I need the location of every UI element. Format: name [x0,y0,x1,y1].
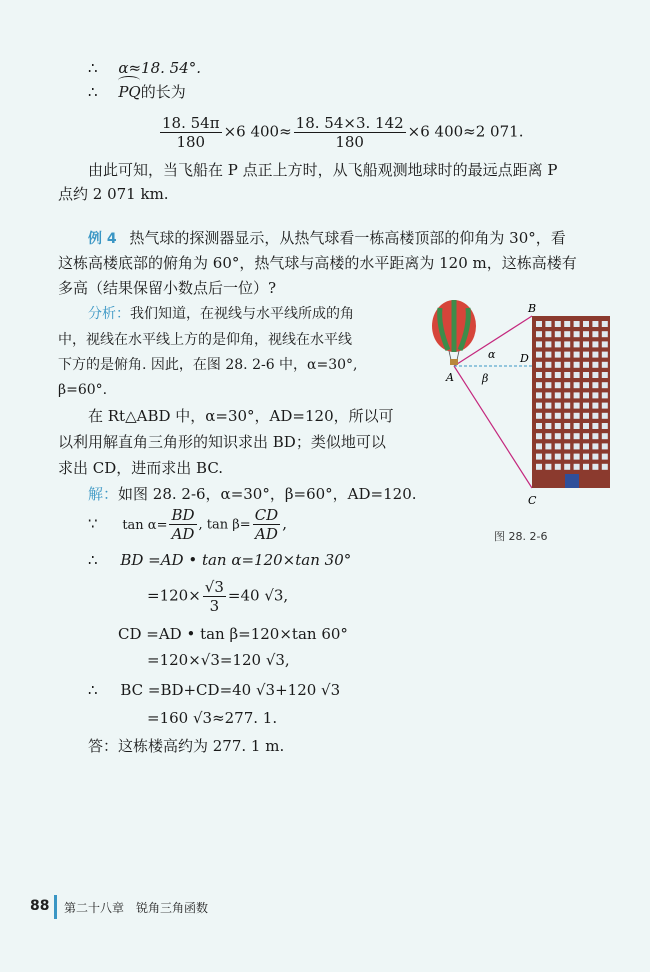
building-window [583,433,589,439]
building-window [536,423,542,429]
building-window [583,464,589,470]
building-window [602,443,608,449]
building-window [602,423,608,429]
building-window [583,341,589,347]
arc-length-formula: $\frac{18. 54\pi}{180}$ ×6 400≈ $\frac{18. 54\times 3. 142}{180}$ ×6 400≈2 071. [162,114,524,151]
building-window [592,352,598,358]
building-window [545,331,551,337]
building-window [555,392,561,398]
building-window [583,454,589,460]
building-window [592,464,598,470]
equation-line-6: =160 √3≈277. 1. [147,709,278,727]
building-window [545,454,551,460]
building-window [555,352,561,358]
building-window [583,372,589,378]
building-window [564,443,570,449]
building-window [545,464,551,470]
building-window [545,321,551,327]
equation-line-2: =120× $\frac{√3}{3}$ =40 √3, [147,578,289,615]
building-window [574,362,580,368]
building-window [574,443,580,449]
building-window [545,433,551,439]
building [532,316,610,488]
building-window [564,403,570,409]
building-window [564,321,570,327]
analysis-line-2: 中，视线在水平线上方的是仰角，视线在水平线 [58,332,352,348]
building-window [555,433,561,439]
fraction-sqrt3-3: $\frac{√3}{3}$ [204,578,224,615]
building-window [574,423,580,429]
building-window [536,403,542,409]
building-window [564,413,570,419]
building-window [602,321,608,327]
building-window [536,321,542,327]
building-window [592,433,598,439]
building-window [555,362,561,368]
label-c: C [528,494,537,507]
figure-caption: 图 28. 2-6 [494,530,548,543]
building-window [602,372,608,378]
building-window [602,413,608,419]
paragraph-line-2: 以利用解直角三角形的知识求出 BD；类似地可以 [58,433,386,451]
building-window [545,403,551,409]
label-b: B [528,302,537,315]
building-window [545,382,551,388]
building-window [555,382,561,388]
because-symbol: ∵ [88,514,98,533]
building-window [536,454,542,460]
equation-line-3: CD =AD • tan β=120×tan 60° [118,625,348,643]
building-window [592,392,598,398]
therefore-line-2 [88,82,186,102]
building-window [564,331,570,337]
building-window [564,372,570,378]
example-line-1: 例 4 热气球的探测器显示，从热气球看一栋高楼顶部的仰角为 30°，看 [88,229,566,247]
label-d: D [520,352,529,365]
arc-length-label: 的长为 [140,83,186,101]
building-window [602,352,608,358]
conclusion-line-2: 点约 2 071 km. [58,185,169,203]
building-window [602,392,608,398]
building-window [602,433,608,439]
building-window [602,464,608,470]
building-window [555,443,561,449]
building-window [555,331,561,337]
hot-air-balloon [432,300,476,365]
fraction-cd-ad: $\frac{CD}{AD}$ [254,506,279,543]
building-window [574,392,580,398]
building-window [583,352,589,358]
therefore-line-3: ∴ BD =AD • tan α=120×tan 30° [88,551,352,569]
building-window [536,331,542,337]
building-window [536,413,542,419]
building-window [564,433,570,439]
arc-pq: PQ [118,82,140,102]
example-label: 例 4 [88,231,117,247]
building-window [564,341,570,347]
building-window [536,382,542,388]
building-window [555,464,561,470]
building-window [574,331,580,337]
therefore-symbol: ∴ [88,59,98,77]
building-window [545,392,551,398]
solution-line-0: 解：如图 28. 2-6，α=30°，β=60°，AD=120. [88,485,417,503]
building-window [536,392,542,398]
building-window [592,362,598,368]
building-window [574,372,580,378]
figure-28-2-6 [418,296,618,518]
building-window [555,403,561,409]
building-window [555,454,561,460]
building-window [545,372,551,378]
building-window [592,341,598,347]
building-window [602,382,608,388]
building-window [536,464,542,470]
building-window [555,423,561,429]
building-window [555,372,561,378]
building-window [545,443,551,449]
building-window [545,362,551,368]
answer-line: 答：这栋楼高约为 277. 1 m. [88,737,285,755]
alpha-value: α≈18. 54°. [118,59,202,77]
building-window [592,321,598,327]
building-window [574,464,580,470]
building-window [564,392,570,398]
building-window [592,443,598,449]
therefore-line-1 [88,58,201,78]
building-window [583,443,589,449]
building-window [555,341,561,347]
building-window [545,341,551,347]
page-number: 88 [30,898,50,914]
analysis-line-1: 分析：我们知道，在视线与水平线所成的角 [88,306,354,322]
building-window [583,331,589,337]
building-window [574,341,580,347]
fraction-1: $\frac{18. 54\pi}{180}$ [162,114,220,151]
label-alpha: α [488,348,496,361]
building-window [564,362,570,368]
building-window [583,321,589,327]
building-window [545,352,551,358]
building-window [545,423,551,429]
building-window [592,372,598,378]
therefore-symbol: ∴ [88,83,98,101]
conclusion-line-1: 由此可知，当飞船在 P 点正上方时，从飞船观测地球时的最远点距离 P [88,161,558,179]
building-window [602,362,608,368]
building-window [602,341,608,347]
building-window [583,423,589,429]
building-window [583,392,589,398]
building-window [602,331,608,337]
building-window [602,454,608,460]
building-window [592,382,598,388]
paragraph-line-1: 在 Rt△ABD 中，α=30°，AD=120，所以可 [88,407,394,425]
sight-line-ac [454,366,532,488]
building-window [536,362,542,368]
building-window [574,352,580,358]
building-window [536,443,542,449]
equation-line-4: =120×√3=120 √3, [147,651,290,669]
building-window [592,403,598,409]
building-window [574,454,580,460]
analysis-line-4: β=60°. [58,382,108,398]
analysis-line-3: 下方的是俯角. 因此，在图 28. 2-6 中，α=30°, [58,357,358,373]
building-window [536,352,542,358]
building-window [574,382,580,388]
building-window [574,403,580,409]
therefore-line-4: ∴ BC =BD+CD=40 √3+120 √3 [88,681,341,699]
solution-label: 解： [88,485,119,503]
label-beta: β [482,372,489,385]
building-window [583,362,589,368]
building-window [583,382,589,388]
example-line-2: 这栋高楼底部的俯角为 60°，热气球与高楼的水平距离为 120 m，这栋高楼有 [58,254,577,272]
building-window [574,433,580,439]
fraction-bd-ad: $\frac{BD}{AD}$ [171,506,195,543]
building-window [555,413,561,419]
building-window [592,413,598,419]
building-window [574,413,580,419]
analysis-label: 分析： [88,306,130,322]
building-window [545,413,551,419]
building-window [592,331,598,337]
building-window [583,403,589,409]
paragraph-line-3: 求出 CD，进而求出 BC. [58,459,224,477]
building-window [564,464,570,470]
building-window [536,433,542,439]
building-window [564,352,570,358]
example-line-3: 多高（结果保留小数点后一位）? [58,279,277,297]
building-window [574,321,580,327]
building-window [564,423,570,429]
building-window [536,372,542,378]
label-a: A [446,371,454,384]
fraction-2: $\frac{18. 54\times 3. 142}{180}$ [295,114,404,151]
building-window [583,413,589,419]
building-window [564,382,570,388]
because-line: ∵ tan α= $\frac{BD}{AD}$ , tan β= $\frac{CD}{AD}$ , [88,506,287,543]
building-window [592,423,598,429]
footer-separator [54,895,57,919]
building-door [565,474,579,488]
building-window [602,403,608,409]
building-window [555,321,561,327]
chapter-title: 第二十八章 锐角三角函数 [64,901,209,915]
building-window [564,454,570,460]
building-window [592,454,598,460]
building-window [536,341,542,347]
